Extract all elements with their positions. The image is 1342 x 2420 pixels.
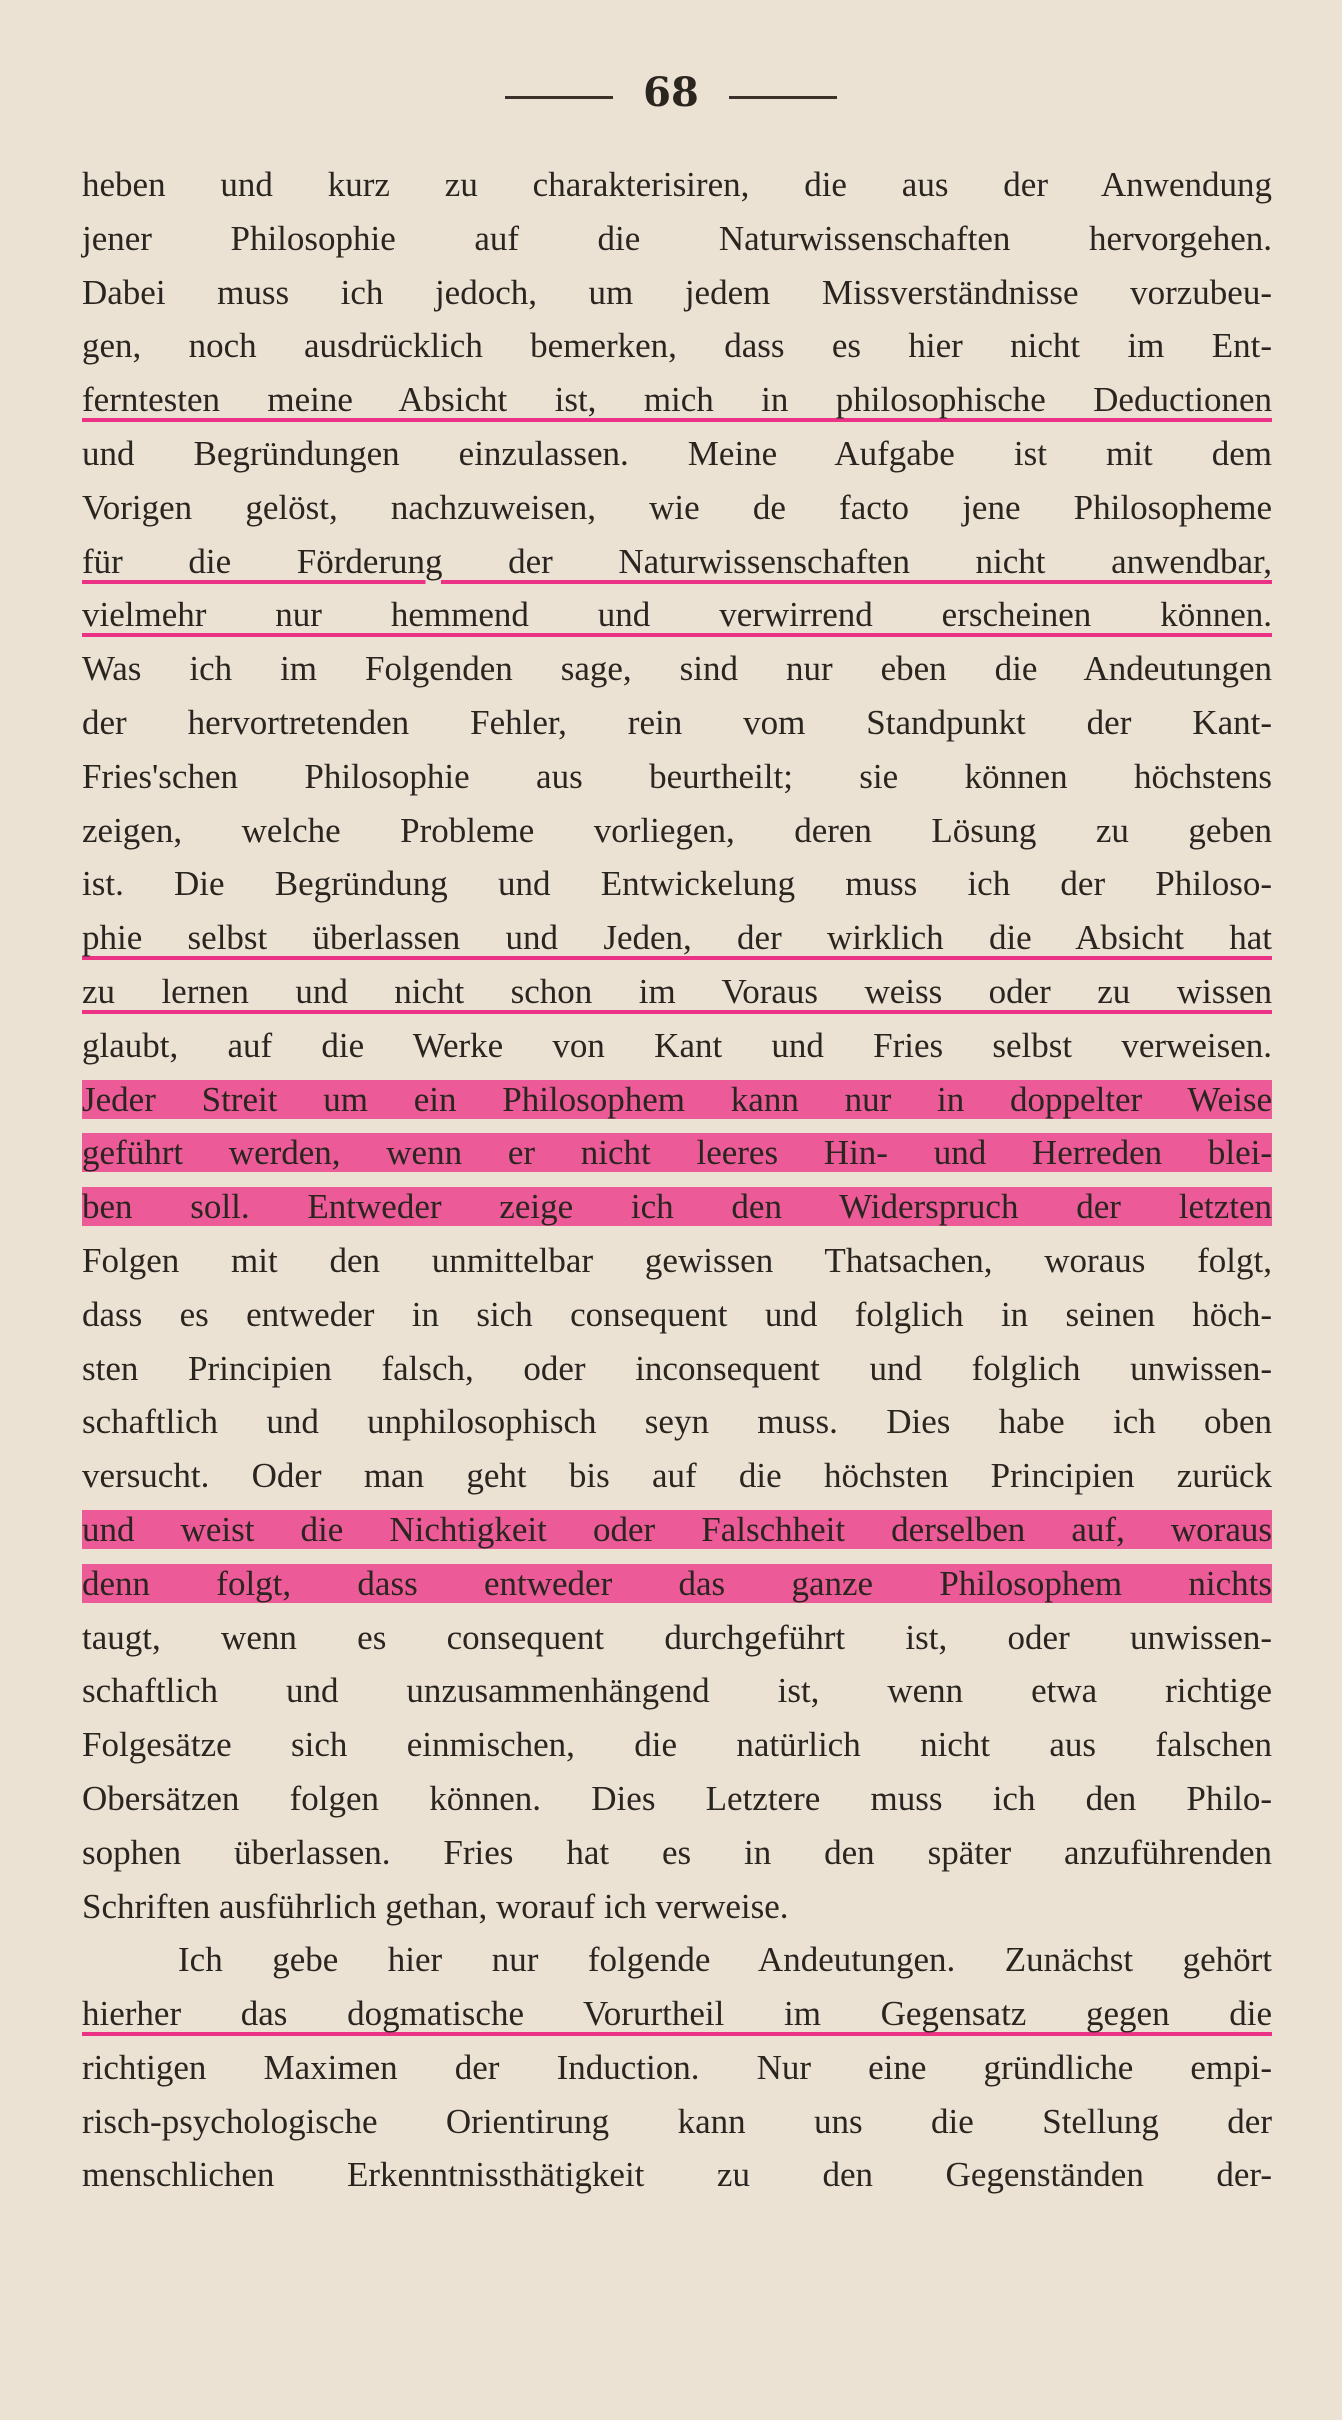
text-line [82,1019,1272,1073]
text-line-content: Obersätzen folgen können. Dies Letztere muss ich den Philo- [82,1778,1272,1818]
text-line-content: ist. Die Begründung und Entwickelung muss ich der Philoso- [82,864,1272,904]
text-line-content: versucht. Oder man geht bis auf die höchsten Principien zurück [82,1456,1272,1496]
text-line [82,1126,1272,1180]
text-line-content: zu lernen und nicht schon im Voraus weiss oder zu wissen [82,971,1272,1011]
text-line-content: gen, noch ausdrücklich bemerken, dass es hier nicht im Ent- [82,326,1272,366]
text-line [82,212,1272,266]
text-line [82,804,1272,858]
text-line [82,2148,1272,2202]
header-dash-left [505,96,613,99]
text-line [82,481,1272,535]
text-line-content: Dabei muss ich jedoch, um jedem Missverständnisse vorzubeu- [82,272,1272,312]
text-line-content: zeigen, welche Probleme vorliegen, deren Lösung zu geben [82,810,1272,850]
text-line-content: Folgen mit den unmittelbar gewissen Thatsachen, woraus folgt, [82,1240,1272,1280]
text-line-content: sophen überlassen. Fries hat es in den später anzuführenden [82,1832,1272,1872]
text-line [82,2095,1272,2149]
text-line [82,1395,1272,1449]
text-line-content: Was ich im Folgenden sage, sind nur eben die Andeutungen [82,649,1272,689]
text-line-content: Vorigen gelöst, nachzuweisen, wie de facto jene Philosopheme [82,487,1272,527]
text-line-content: und weist die Nichtigkeit oder Falschheit derselben auf, woraus [82,1509,1272,1549]
text-line [82,696,1272,750]
text-line [82,857,1272,911]
text-line [82,1826,1272,1880]
text-line-content: hierher das dogmatische Vorurtheil im Gegensatz gegen die [82,1994,1272,2034]
text-line-content: sten Principien falsch, oder inconsequent und folglich unwissen- [82,1348,1272,1388]
text-line-content: der hervortretenden Fehler, rein vom Standpunkt der Kant- [82,702,1272,742]
text-line [82,1342,1272,1396]
page-header [0,62,1342,122]
text-line-content: risch-psychologische Orientirung kann uns die Stellung der [82,2101,1272,2141]
body-text [82,158,1272,2202]
page-number: 68 [643,68,699,116]
text-line [82,965,1272,1019]
text-line [82,535,1272,589]
text-line [82,1772,1272,1826]
text-line [82,1880,1272,1934]
text-line [82,750,1272,804]
text-line [82,373,1272,427]
text-line-content: menschlichen Erkenntnissthätigkeit zu den Gegenständen der- [82,2155,1272,2195]
text-line-content: Folgesätze sich einmischen, die natürlich nicht aus falschen [82,1725,1272,1765]
text-line-content: denn folgt, dass entweder das ganze Philosophem nichts [82,1563,1272,1603]
text-line [82,427,1272,481]
text-line [82,1933,1272,1987]
text-line-content: dass es entweder in sich consequent und folglich in seinen höch- [82,1294,1272,1334]
text-line-content: glaubt, auf die Werke von Kant und Fries selbst verweisen. [82,1025,1272,1065]
text-line-content: für die Förderung der Naturwissenschaften nicht anwendbar, [82,541,1272,581]
text-line [82,1180,1272,1234]
text-line [82,1503,1272,1557]
text-line [82,1234,1272,1288]
text-line-content: Fries'schen Philosophie aus beurtheilt; sie können höchstens [82,756,1272,796]
text-line [82,1611,1272,1665]
text-line-content: richtigen Maximen der Induction. Nur eine gründliche empi- [82,2047,1272,2087]
text-line-content: taugt, wenn es consequent durchgeführt ist, oder unwissen- [82,1617,1272,1657]
text-line [82,1718,1272,1772]
text-line-content: phie selbst überlassen und Jeden, der wirklich die Absicht hat [82,918,1272,958]
text-line [82,1987,1272,2041]
text-line-content: vielmehr nur hemmend und verwirrend erscheinen können. [82,595,1272,635]
text-line [82,158,1272,212]
text-line-content: ferntesten meine Absicht ist, mich in philosophische Deductionen [82,380,1272,420]
text-line-content: und Begründungen einzulassen. Meine Aufgabe ist mit dem [82,433,1272,473]
text-line [82,1664,1272,1718]
text-line-content: schaftlich und unzusammenhängend ist, wenn etwa richtige [82,1671,1272,1711]
text-line [82,266,1272,320]
text-line-content: heben und kurz zu charakterisiren, die aus der Anwendung [82,165,1272,204]
header-dash-right [729,96,837,99]
text-line-content: Schriften ausführlich gethan, worauf ich verweise. [82,1886,789,1926]
text-line [82,1073,1272,1127]
text-line [82,911,1272,965]
text-line [82,319,1272,373]
text-line-content: Jeder Streit um ein Philosophem kann nur in doppelter Weise [82,1079,1272,1119]
text-line [82,2041,1272,2095]
text-line [82,588,1272,642]
text-line [82,642,1272,696]
text-line [82,1557,1272,1611]
text-line-content: ben soll. Entweder zeige ich den Widerspruch der letzten [82,1187,1272,1227]
text-line-content: schaftlich und unphilosophisch seyn muss. Dies habe ich oben [82,1402,1272,1442]
text-line [82,1288,1272,1342]
text-line [82,1449,1272,1503]
text-line-content: geführt werden, wenn er nicht leeres Hin- und Herreden blei- [82,1133,1272,1173]
text-line-content: Ich gebe hier nur folgende Andeutungen. Zunächst gehört [178,1940,1272,1980]
text-line-content: jener Philosophie auf die Naturwissenschaften hervorgehen. [82,218,1272,258]
